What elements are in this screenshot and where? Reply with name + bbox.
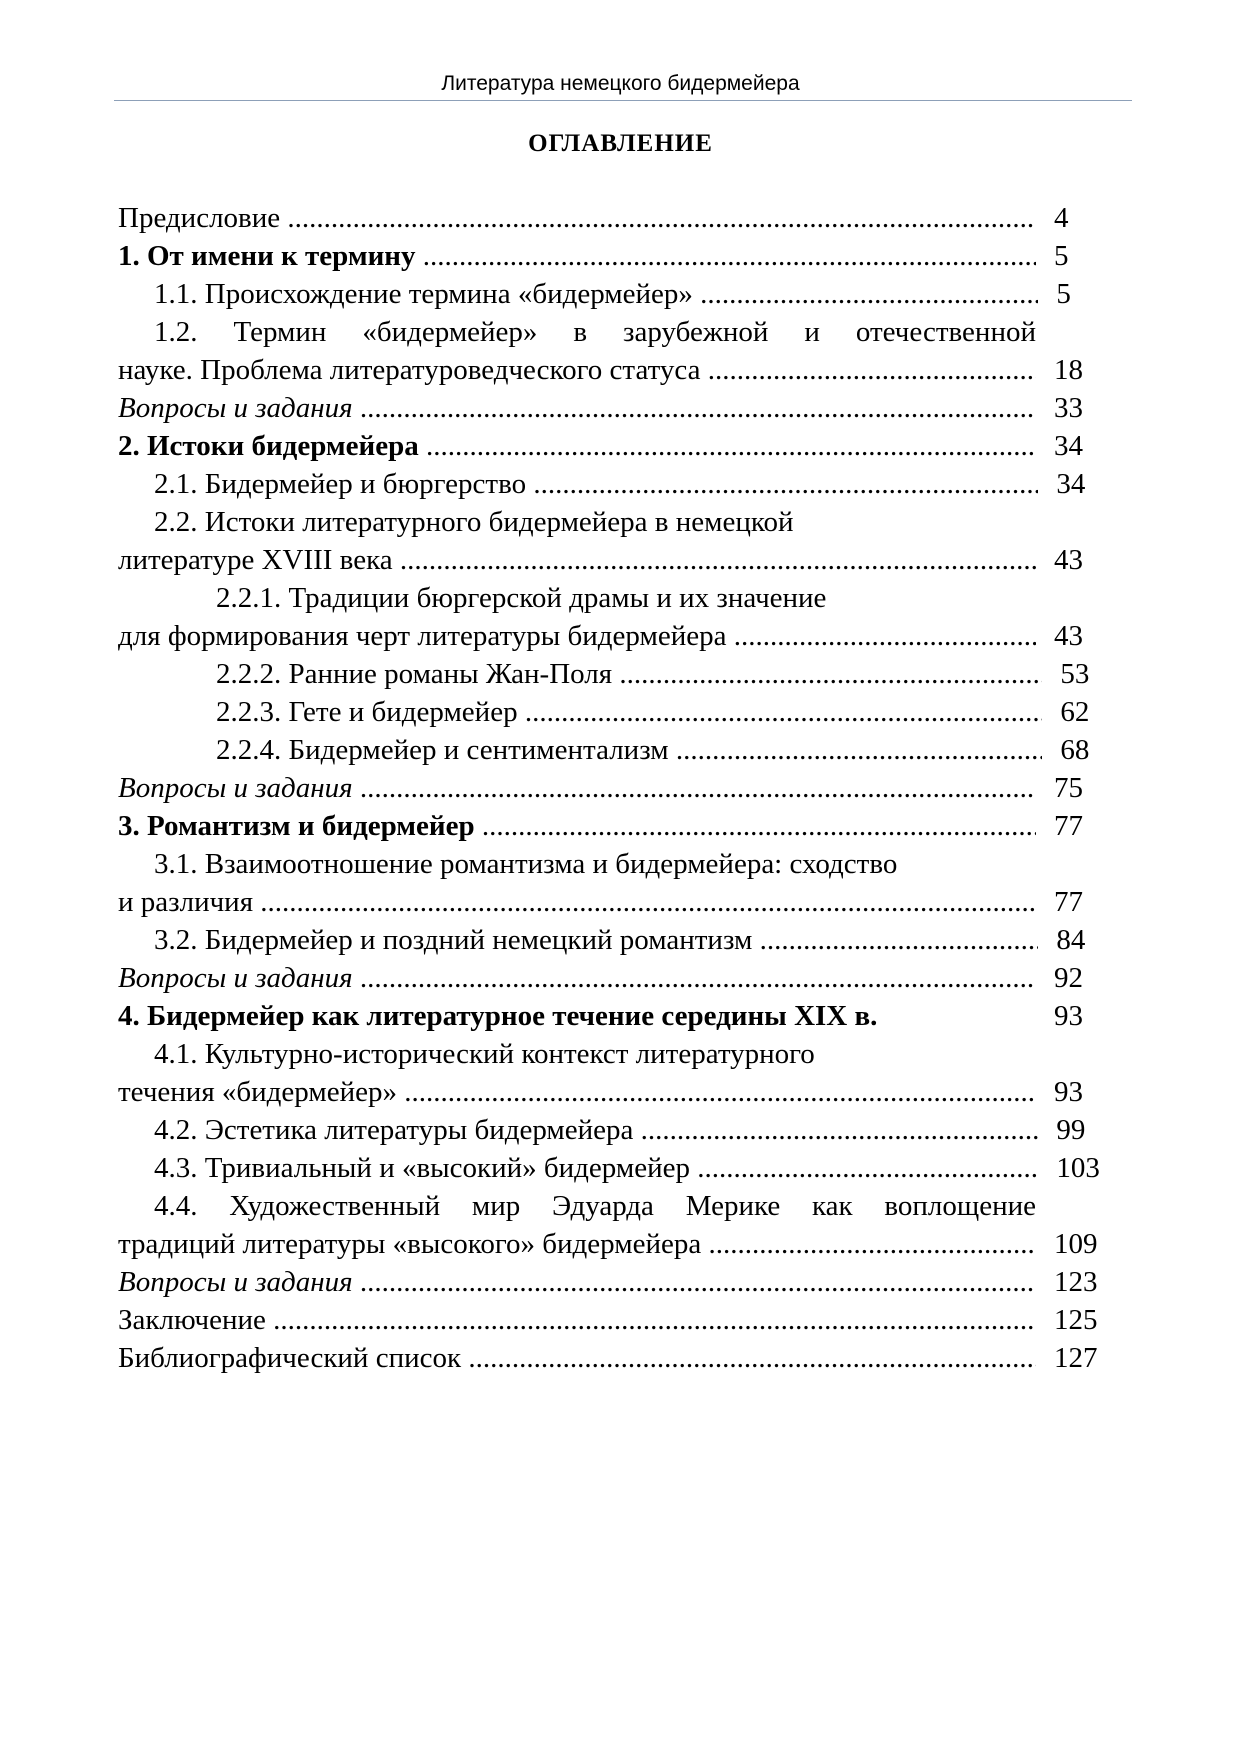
toc-entry-section-4-2[interactable] — [118, 1111, 1118, 1149]
toc-entry-title: Предисловие ..... — [118, 199, 1036, 237]
toc-entry-preface[interactable] — [118, 199, 1118, 237]
toc-page-number: 125 — [1054, 1304, 1098, 1336]
toc-entry-bibliography[interactable] — [118, 1339, 1118, 1377]
toc-entry-section-4-3[interactable] — [118, 1149, 1118, 1187]
toc-page-number: 68 — [1060, 734, 1090, 766]
toc-page-number: 93 — [1054, 1076, 1083, 1108]
toc-page-number: 92 — [1054, 962, 1083, 994]
toc-page-number: 4 — [1054, 202, 1069, 234]
toc-entry-section-2-2[interactable] — [118, 541, 1118, 579]
toc-page-number: 103 — [1056, 1152, 1100, 1184]
toc-entry-title-line: 4.4. Художественный мир Эдуарда Мерике как воплощение — [154, 1190, 1036, 1222]
toc-entry-questions-2[interactable] — [118, 769, 1118, 807]
toc-page-number: 93 — [1054, 1000, 1083, 1032]
toc-page-number: 5 — [1054, 240, 1069, 272]
header-rule — [114, 100, 1132, 101]
toc-page-number: 84 — [1056, 924, 1086, 956]
toc-entry-section-1-1[interactable] — [118, 275, 1118, 313]
toc-entry-section-2-2-4[interactable] — [118, 731, 1118, 769]
toc-entry-section-1-2-line1[interactable] — [118, 313, 1118, 351]
toc-entry-title: 2.2.2. Ранние романы Жан-Поля ..... — [118, 655, 1042, 693]
toc-entry-title: Библиографический список ..... — [118, 1339, 1036, 1377]
toc-page-number: 34 — [1054, 430, 1083, 462]
table-of-contents — [118, 199, 1118, 1377]
toc-entry-questions-3[interactable] — [118, 959, 1118, 997]
toc-entry-title: 4.3. Тривиальный и «высокий» бидермейер ..... — [118, 1149, 1038, 1187]
toc-entry-title: 4.2. Эстетика литературы бидермейера ..... — [118, 1111, 1038, 1149]
toc-entry-section-2-1[interactable] — [118, 465, 1118, 503]
toc-page-number: 5 — [1056, 278, 1071, 310]
toc-entry-section-4-1-line1[interactable] — [118, 1035, 1118, 1073]
toc-entry-section-2-2-line1[interactable] — [118, 503, 1118, 541]
toc-entry-section-3-1-line1[interactable] — [118, 845, 1118, 883]
toc-entry-title: 3.2. Бидермейер и поздний немецкий романтизм ..... — [118, 921, 1038, 959]
toc-entry-title: течения «бидермейер» ..... — [118, 1073, 1036, 1111]
toc-page-number: 75 — [1054, 772, 1083, 804]
toc-page-number: 109 — [1054, 1228, 1098, 1260]
toc-page-number: 33 — [1054, 392, 1083, 424]
toc-entry-title: науке. Проблема литературоведческого статуса ..... — [118, 351, 1036, 389]
toc-entry-section-2-2-1-line1[interactable] — [118, 579, 1118, 617]
toc-entry-section-1-2[interactable] — [118, 351, 1118, 389]
toc-entry-section-3-1[interactable] — [118, 883, 1118, 921]
toc-entry-title: 2.2.4. Бидермейер и сентиментализм ..... — [118, 731, 1042, 769]
toc-entry-title: Вопросы и задания ..... — [118, 1263, 1036, 1301]
toc-entry-title: традиций литературы «высокого» бидермейера ..... — [118, 1225, 1036, 1263]
toc-entry-title: 1. От имени к термину ..... — [118, 237, 1036, 275]
toc-entry-title: Вопросы и задания ..... — [118, 959, 1036, 997]
running-header: Литература немецкого бидермейера — [441, 72, 800, 95]
toc-entry-questions-1[interactable] — [118, 389, 1118, 427]
toc-entry-title: 2. Истоки бидермейера ..... — [118, 427, 1036, 465]
toc-entry-chapter-1[interactable] — [118, 237, 1118, 275]
toc-entry-section-2-2-1[interactable] — [118, 617, 1118, 655]
toc-entry-title: 4. Бидермейер как литературное течение середины XIX в. — [118, 1000, 878, 1032]
toc-entry-title-line: 3.1. Взаимоотношение романтизма и бидермейера: сходство — [154, 848, 898, 880]
toc-entry-section-4-4-line1[interactable] — [118, 1187, 1118, 1225]
toc-entry-title-line: 2.2. Истоки литературного бидермейера в немецкой — [154, 506, 794, 538]
toc-entry-title-line: 4.1. Культурно-исторический контекст литературного — [154, 1038, 815, 1070]
toc-page-number: 43 — [1054, 620, 1083, 652]
toc-title: ОГЛАВЛЕНИЕ — [528, 130, 713, 157]
toc-page-number: 18 — [1054, 354, 1083, 386]
toc-entry-title: 1.1. Происхождение термина «бидермейер» ..... — [118, 275, 1038, 313]
toc-page-number: 53 — [1060, 658, 1090, 690]
toc-entry-title: для формирования черт литературы бидермейера ..... — [118, 617, 1036, 655]
toc-entry-title: 2.1. Бидермейер и бюргерство ..... — [118, 465, 1038, 503]
toc-entry-section-2-2-3[interactable] — [118, 693, 1118, 731]
toc-page-number: 127 — [1054, 1342, 1098, 1374]
toc-entry-chapter-2[interactable] — [118, 427, 1118, 465]
toc-entry-title: Вопросы и задания ..... — [118, 769, 1036, 807]
toc-page-number: 123 — [1054, 1266, 1098, 1298]
toc-entry-questions-4[interactable] — [118, 1263, 1118, 1301]
toc-page-number: 77 — [1054, 810, 1083, 842]
toc-entry-chapter-3[interactable] — [118, 807, 1118, 845]
toc-page-number: 99 — [1056, 1114, 1086, 1146]
toc-entry-title: и различия ..... — [118, 883, 1036, 921]
toc-page-number: 34 — [1056, 468, 1086, 500]
toc-entry-title-line: 2.2.1. Традиции бюргерской драмы и их значение — [216, 582, 827, 614]
toc-entry-conclusion[interactable] — [118, 1301, 1118, 1339]
toc-entry-section-2-2-2[interactable] — [118, 655, 1118, 693]
toc-page-number: 77 — [1054, 886, 1083, 918]
toc-entry-chapter-4[interactable] — [118, 997, 1118, 1035]
toc-entry-title-line: 1.2. Термин «бидермейер» в зарубежной и отечественной — [154, 316, 1036, 348]
toc-entry-section-4-4[interactable] — [118, 1225, 1118, 1263]
toc-page-number: 62 — [1060, 696, 1090, 728]
toc-page-number: 43 — [1054, 544, 1083, 576]
toc-entry-title: 3. Романтизм и бидермейер ..... — [118, 807, 1036, 845]
toc-entry-title: 2.2.3. Гете и бидермейер ..... — [118, 693, 1042, 731]
toc-entry-section-4-1[interactable] — [118, 1073, 1118, 1111]
toc-entry-section-3-2[interactable] — [118, 921, 1118, 959]
toc-entry-title: литературе XVIII века ..... — [118, 541, 1036, 579]
toc-entry-title: Вопросы и задания ..... — [118, 389, 1036, 427]
toc-entry-title: Заключение ..... — [118, 1301, 1036, 1339]
